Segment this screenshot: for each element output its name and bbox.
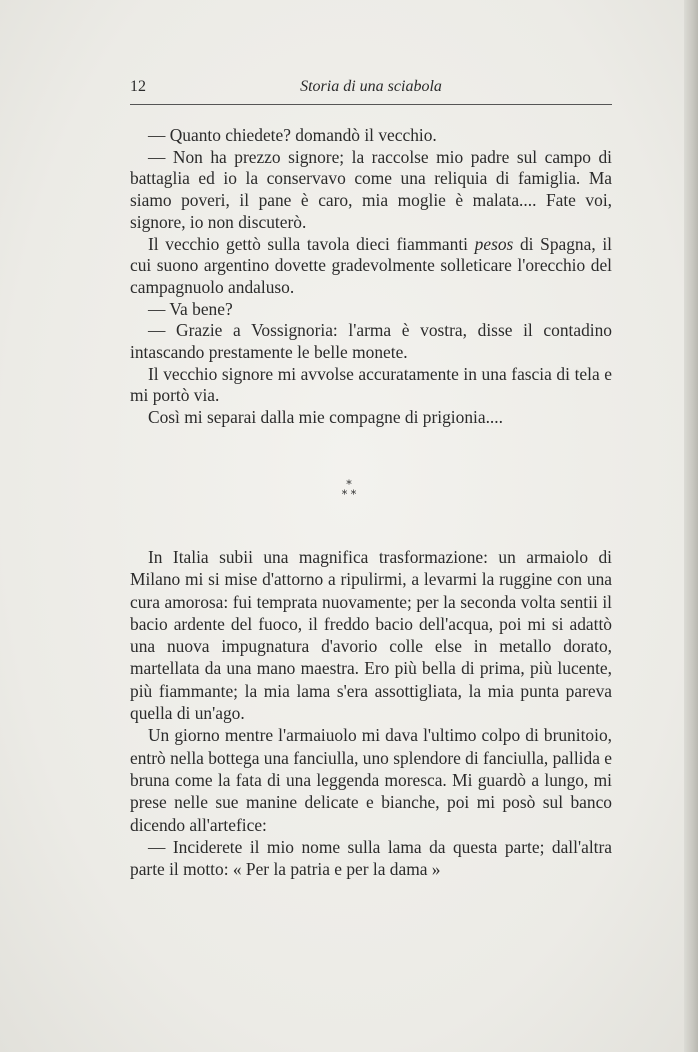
running-header <box>130 78 612 102</box>
paragraph-with-italic <box>130 234 612 299</box>
asterism-bottom: * * <box>341 488 357 501</box>
paragraph: — Grazie a Vossignoria: l'arma è vostra, disse il contadino intascando prestamente le belle monete. <box>130 320 612 363</box>
paragraph: In Italia subii una magnifica trasformazione: un armaiolo di Milano mi si mise d'attorno a ripulirmi, a levarmi la ruggine con una cura amorosa: fui temprata nuovamente; per la seconda volta sentii il bacio ardente del fuoco, il freddo bacio dell'acqua, poi mi si adattò una nuova impugnatura d'avorio colle else in metallo dorato, martellata da una mano maestra. Ero più bella di prima, più lucente, più fiammante; la mia lama s'era assottigliata, la mia punta pareva quella di un'ago. <box>130 547 612 724</box>
page-number: 12 <box>130 78 146 95</box>
paragraph: — Quanto chiedete? domandò il vecchio. <box>148 125 437 145</box>
page-edge <box>684 0 698 1052</box>
text-block-narrative <box>130 546 612 880</box>
paragraph: — Va bene? <box>148 298 233 319</box>
running-title: Storia di una sciabola <box>300 78 442 95</box>
paragraph: — Inciderete il mio nome sulla lama da questa parte; dall'altra parte il motto: « Per la patria e per la dama » <box>130 836 612 880</box>
paragraph-text: Il vecchio gettò sulla tavola dieci fiammanti <box>148 233 475 254</box>
header-rule <box>130 104 612 105</box>
paragraph: Un giorno mentre l'armaiuolo mi dava l'ultimo colpo di brunitoio, entrò nella bottega una fanciulla, uno splendore di fanciulla, pallida e bruna come la fata di una leggenda moresca. Mi guardò a lungo, mi prese nelle sue manine delicate e bianche, poi mi posò sul banco dicendo all'artefice: <box>130 725 612 835</box>
paragraph: — Non ha prezzo signore; la raccolse mio padre sul campo di battaglia ed io la conservavo come una reliquia di famiglia. Ma siamo poveri, il pane è caro, mia moglie è malata.... Fate voi, signore, io non discuterò. <box>130 146 612 232</box>
paragraph: Il vecchio signore mi avvolse accuratamente in una fascia di tela e mi portò via. <box>130 363 612 406</box>
text-block-dialogue <box>130 125 612 429</box>
italic-word: pesos <box>474 233 514 254</box>
asterism-top: * <box>346 478 352 491</box>
paragraph: Così mi separai dalla mie compagne di prigionia.... <box>148 407 503 428</box>
asterism-divider <box>0 480 698 514</box>
paragraph-text: di Spagna, il cui suono argentino dovette gradevolmente solleticare l'orecchio del campagnuolo andaluso. <box>130 233 613 297</box>
